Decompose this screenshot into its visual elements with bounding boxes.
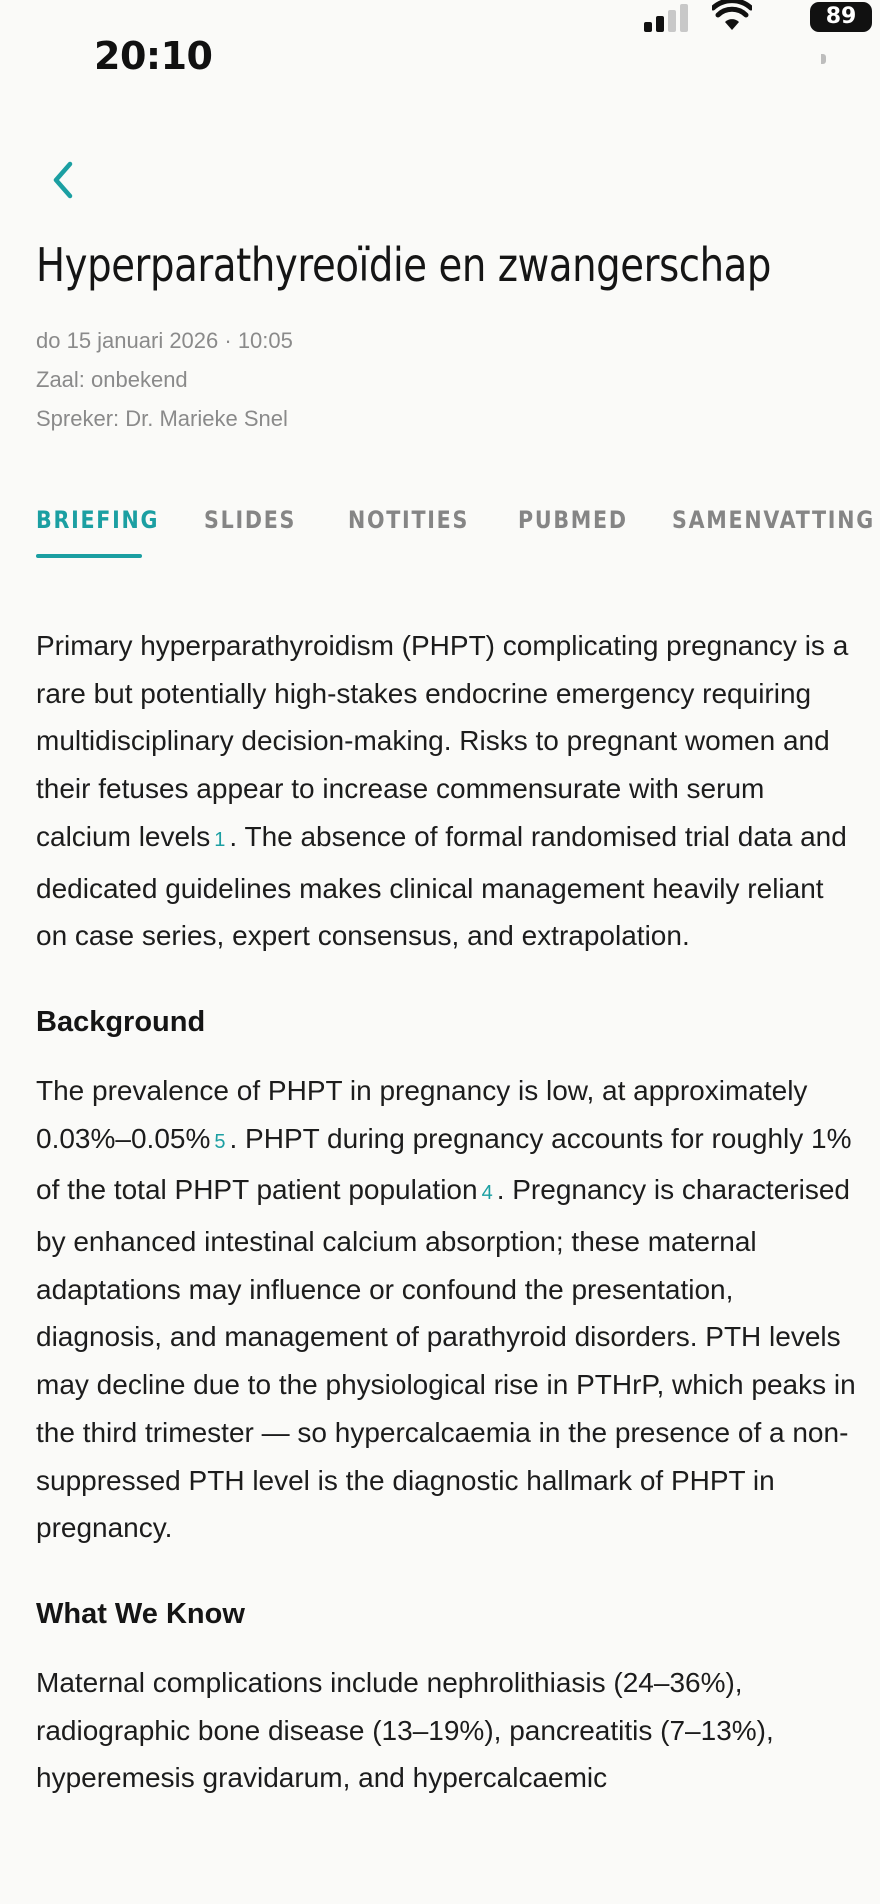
citation-link[interactable]: 1: [214, 828, 226, 851]
citation-link[interactable]: 5: [214, 1130, 226, 1153]
background-text-cont: . PHPT during pregnancy accounts for roughly 1% of the total PHPT patient population: [36, 1122, 852, 1206]
back-button[interactable]: [44, 150, 94, 210]
intro-text: Primary hyperparathyroidism (PHPT) complicating pregnancy is a rare but potentially high-stakes endocrine emergency requiring multidisciplinary decision-making. Risks to pregnant women and their fetuses appear to increase commensurate with serum calcium levels: [36, 630, 849, 852]
chevron-left-icon: [44, 150, 84, 210]
page-title: Hyperparathyreoïdie en zwangerschap: [36, 238, 772, 292]
tab-bar: [36, 500, 880, 560]
active-tab-indicator: [36, 554, 142, 558]
tab-pubmed[interactable]: PUBMED: [518, 506, 628, 534]
status-bar: [0, 0, 880, 112]
intro-text-cont: . The absence of formal randomised trial data and dedicated guidelines makes clinical management heavily reliant on case series, expert consensus, and extrapolation.: [36, 820, 847, 952]
session-date: do 15 januari 2026 · 10:05: [36, 328, 293, 353]
tab-notities[interactable]: NOTITIES: [348, 506, 470, 534]
wifi-icon: [712, 0, 752, 32]
background-text: The prevalence of PHPT in pregnancy is low, at approximately 0.03%–0.05%: [36, 1074, 808, 1154]
status-time: 20:10: [94, 34, 213, 78]
section-heading-what-we-know: What We Know: [36, 1597, 245, 1630]
citation-link[interactable]: 4: [481, 1182, 493, 1205]
background-paragraph: [36, 1067, 856, 1552]
battery-icon: [810, 2, 872, 32]
section-heading-background: Background: [36, 1005, 206, 1038]
session-speaker: Spreker: Dr. Marieke Snel: [36, 406, 288, 431]
briefing-content: [36, 622, 856, 1848]
session-room: Zaal: onbekend: [36, 367, 188, 392]
tab-briefing[interactable]: BRIEFING: [36, 506, 160, 534]
tab-samenvatting[interactable]: SAMENVATTING: [672, 506, 875, 534]
cellular-signal-icon: [644, 2, 690, 32]
tab-slides[interactable]: SLIDES: [204, 506, 297, 534]
what-we-know-paragraph: Maternal complications include nephrolithiasis (24–36%), radiographic bone disease (13–19%), pancreatitis (7–13%), hyperemesis gravidarum, and hypercalcaemic: [36, 1666, 774, 1794]
background-text-end: . Pregnancy is characterised by enhanced intestinal calcium absorption; these maternal adaptations may influence or confound the presentation, diagnosis, and management of parathyroid disorders. PTH levels may decline due to the physiological rise in PTHrP, which peaks in the third trimester — so hypercalcaemia in the presence of a non-suppressed PTH level is the diagnostic hallmark of PHPT in pregnancy.: [36, 1174, 856, 1544]
battery-level: 89: [825, 4, 857, 29]
intro-paragraph: [36, 622, 856, 960]
battery-nub: [821, 54, 826, 64]
